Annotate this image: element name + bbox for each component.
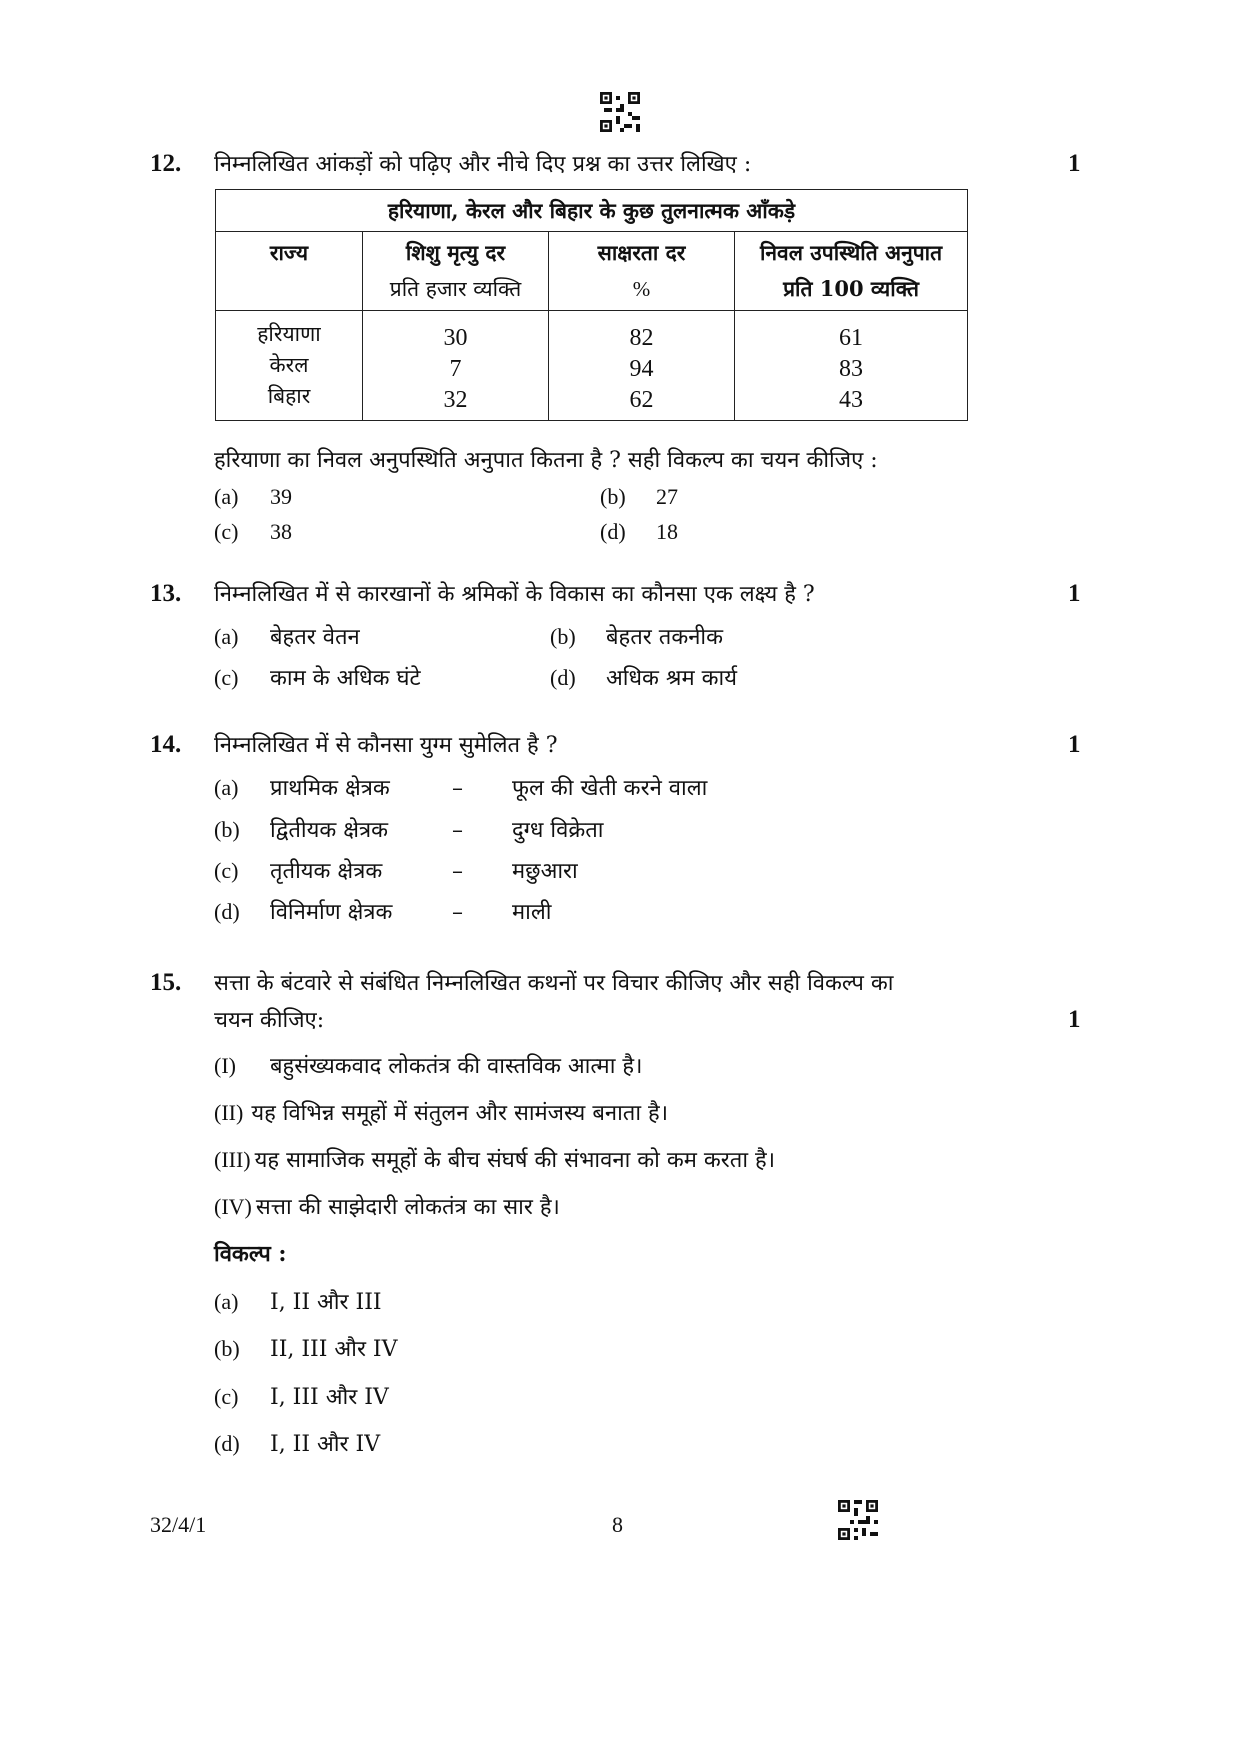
question-prompt: हरियाणा का निवल अनुपस्थिति अनुपात कितना है ? सही विकल्प का चयन कीजिए :: [214, 448, 878, 473]
qr-code-icon: [600, 92, 640, 132]
question-text: निम्नलिखित आंकड़ों को पढ़िए और नीचे दिए प्रश्न का उत्तर लिखिए :: [214, 152, 752, 177]
question-number: 12.: [150, 150, 182, 177]
marks: 1: [1068, 150, 1081, 177]
header-literacy: साक्षरता दर %: [549, 232, 735, 311]
question-text: निम्नलिखित में से कारखानों के श्रमिकों के विकास का कौनसा एक लक्ष्य है ?: [214, 582, 815, 607]
state-column: हरियाणा केरल बिहार: [216, 311, 363, 421]
option-d: (d) विनिर्माण क्षेत्रक – माली: [214, 899, 552, 925]
paper-code: 32/4/1: [150, 1512, 207, 1537]
question-number: 15.: [150, 969, 182, 996]
option-c: (c) तृतीयक क्षेत्रक – मछुआरा: [214, 858, 578, 884]
question-text-line1: सत्ता के बंटवारे से संबंधित निम्नलिखित कथनों पर विचार कीजिए और सही विकल्प का: [214, 971, 894, 996]
option-a: (a) प्राथमिक क्षेत्रक – फूल की खेती करने वाला: [214, 775, 708, 801]
question-number: 13.: [150, 580, 182, 607]
statement-3: (III) यह सामाजिक समूहों के बीच संघर्ष की संभावना को कम करता है।: [214, 1147, 776, 1173]
option-a: (a) I, II और III: [214, 1289, 382, 1315]
header-infant-mortality: शिशु मृत्यु दर प्रति हजार व्यक्ति: [363, 232, 549, 311]
page-number: 8: [612, 1512, 623, 1537]
option-a: (a) 39: [214, 484, 292, 509]
option-b: (b) II, III और IV: [214, 1336, 398, 1362]
marks: 1: [1068, 580, 1081, 607]
option-d: (d) I, II और IV: [214, 1431, 381, 1457]
table-title: हरियाणा, केरल और बिहार के कुछ तुलनात्मक आँकड़े: [216, 190, 968, 232]
marks: 1: [1068, 1006, 1081, 1033]
option-b: (b) द्वितीयक क्षेत्रक – दुग्ध विक्रेता: [214, 817, 604, 843]
qr-code-icon: [838, 1500, 878, 1540]
option-d: (d) अधिक श्रम कार्य: [550, 665, 738, 691]
statement-2: (II) यह विभिन्न समूहों में संतुलन और सामंजस्य बनाता है।: [214, 1100, 669, 1126]
statement-1: (I) बहुसंख्यकवाद लोकतंत्र की वास्तविक आत्मा है।: [214, 1053, 643, 1079]
options-heading: विकल्प :: [214, 1241, 287, 1267]
comparison-table: [215, 189, 968, 421]
option-c: (c) 38: [214, 519, 292, 544]
header-net-attendance: निवल उपस्थिति अनुपात प्रति 100 व्यक्ति: [735, 232, 968, 311]
option-b: (b) बेहतर तकनीक: [550, 624, 724, 650]
option-d: (d) 18: [600, 519, 678, 544]
option-b: (b) 27: [600, 484, 678, 509]
option-a: (a) बेहतर वेतन: [214, 624, 360, 650]
option-c: (c) काम के अधिक घंटे: [214, 665, 421, 691]
statement-4: (IV) सत्ता की साझेदारी लोकतंत्र का सार है।: [214, 1194, 560, 1220]
imr-column: 30 7 32: [363, 311, 549, 421]
header-state: राज्य: [216, 232, 363, 311]
nar-column: 61 83 43: [735, 311, 968, 421]
question-text: निम्नलिखित में से कौनसा युग्म सुमेलित है ?: [214, 733, 558, 758]
question-text-line2: चयन कीजिए:: [214, 1008, 325, 1033]
question-number: 14.: [150, 731, 182, 758]
marks: 1: [1068, 731, 1081, 758]
literacy-column: 82 94 62: [549, 311, 735, 421]
option-c: (c) I, III और IV: [214, 1384, 389, 1410]
